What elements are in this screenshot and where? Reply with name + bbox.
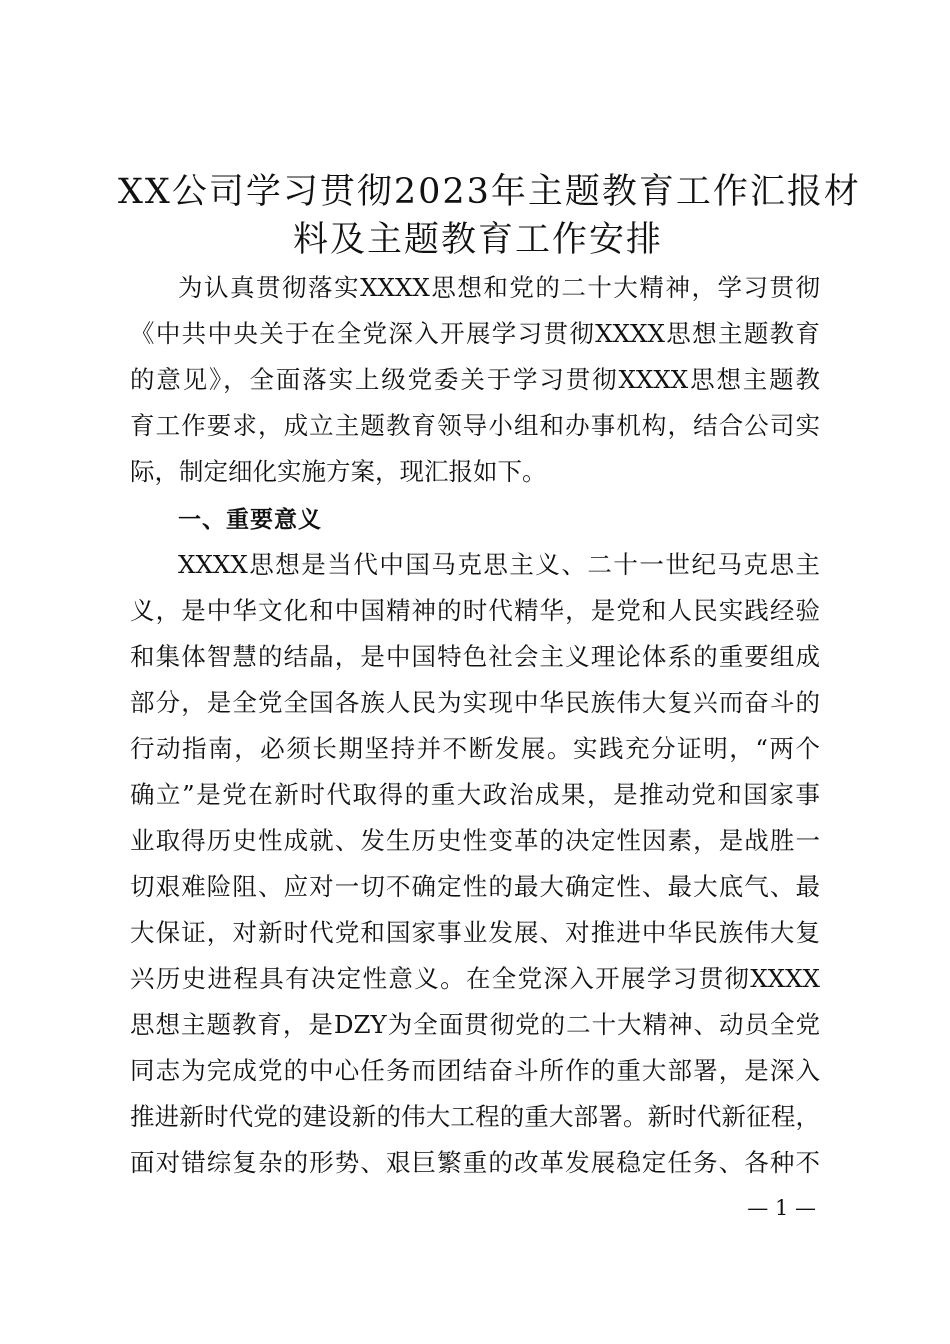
section-paragraph-line: 大保证，对新时代党和国家事业发展、对推进中华民族伟大复 xyxy=(130,918,820,947)
section-paragraph-line: 同志为完成党的中心任务而团结奋斗所作的重大部署，是深入 xyxy=(130,1056,820,1085)
document-title-line-2: 料及主题教育工作安排 xyxy=(292,220,663,260)
section-paragraph-line: 行动指南，必须长期坚持并不断发展。实践充分证明，“两个 xyxy=(130,734,820,763)
intro-paragraph-line: 的意见》，全面落实上级党委关于学习贯彻XXXX思想主题教 xyxy=(130,365,820,394)
intro-paragraph-line: 《中共中央关于在全党深入开展学习贯彻XXXX思想主题教育 xyxy=(130,319,820,348)
section-paragraph-line: 确立”是党在新时代取得的重大政治成果，是推动党和国家事 xyxy=(130,780,820,809)
intro-paragraph-line: 为认真贯彻落实XXXX思想和党的二十大精神，学习贯彻 xyxy=(178,273,820,302)
section-paragraph-line: 思想主题教育，是DZY为全面贯彻党的二十大精神、动员全党 xyxy=(130,1010,820,1039)
section-heading: 一、重要意义 xyxy=(178,507,322,533)
section-paragraph-line: 义，是中华文化和中国精神的时代精华，是党和人民实践经验 xyxy=(130,596,820,625)
page-number: — 1 — xyxy=(747,1196,816,1220)
section-paragraph-line: 切艰难险阻、应对一切不确定性的最大确定性、最大底气、最 xyxy=(130,872,820,901)
section-paragraph-line: 兴历史进程具有决定性意义。在全党深入开展学习贯彻XXXX xyxy=(130,964,820,993)
document-title-line-1: XX公司学习贯彻2023年主题教育工作汇报材 xyxy=(118,172,861,212)
section-paragraph-line: 和集体智慧的结晶，是中国特色社会主义理论体系的重要组成 xyxy=(130,642,820,671)
intro-paragraph-line: 际，制定细化实施方案，现汇报如下。 xyxy=(130,457,547,486)
section-paragraph-line: 推进新时代党的建设新的伟大工程的重大部署。新时代新征程， xyxy=(130,1102,820,1131)
section-paragraph-line: 业取得历史性成就、发生历史性变革的决定性因素，是战胜一 xyxy=(130,826,820,855)
intro-paragraph-line: 育工作要求，成立主题教育领导小组和办事机构，结合公司实 xyxy=(130,411,820,440)
section-paragraph-line: 面对错综复杂的形势、艰巨繁重的改革发展稳定任务、各种不 xyxy=(130,1148,820,1177)
section-paragraph-line: 部分，是全党全国各族人民为实现中华民族伟大复兴而奋斗的 xyxy=(130,688,820,717)
section-paragraph-line: XXXX思想是当代中国马克思主义、二十一世纪马克思主 xyxy=(178,550,820,579)
